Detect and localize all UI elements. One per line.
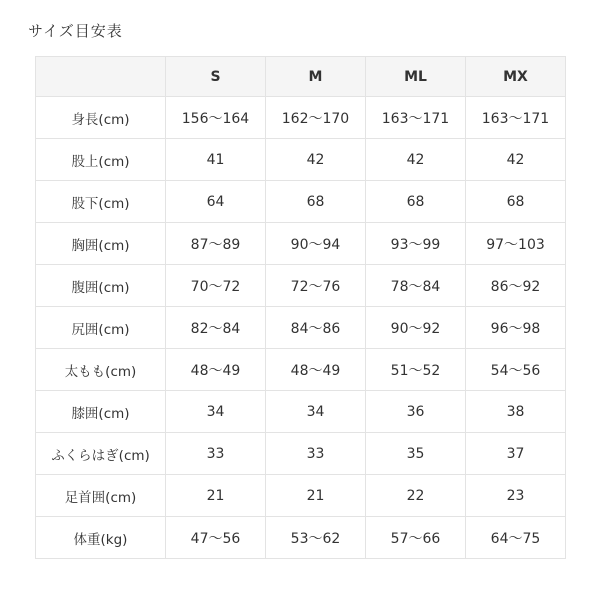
table-row bbox=[36, 223, 566, 265]
size-value-cell: 54〜56 bbox=[466, 349, 566, 391]
row-label: 胸囲(cm) bbox=[36, 223, 166, 265]
size-value-cell: 84〜86 bbox=[266, 307, 366, 349]
size-value-cell: 163〜171 bbox=[366, 97, 466, 139]
row-label: ふくらはぎ(cm) bbox=[36, 433, 166, 475]
size-value-cell: 21 bbox=[166, 475, 266, 517]
size-value-cell: 41 bbox=[166, 139, 266, 181]
size-value-cell: 42 bbox=[466, 139, 566, 181]
size-value-cell: 38 bbox=[466, 391, 566, 433]
size-value-cell: 64 bbox=[166, 181, 266, 223]
size-value-cell: 162〜170 bbox=[266, 97, 366, 139]
header-row bbox=[36, 57, 566, 97]
size-value-cell: 82〜84 bbox=[166, 307, 266, 349]
size-value-cell: 33 bbox=[166, 433, 266, 475]
row-label: 太もも(cm) bbox=[36, 349, 166, 391]
table-row bbox=[36, 139, 566, 181]
size-value-cell: 96〜98 bbox=[466, 307, 566, 349]
size-value-cell: 72〜76 bbox=[266, 265, 366, 307]
size-value-cell: 68 bbox=[266, 181, 366, 223]
size-value-cell: 53〜62 bbox=[266, 517, 366, 559]
table-row bbox=[36, 433, 566, 475]
column-header-mx: MX bbox=[466, 57, 566, 97]
size-value-cell: 68 bbox=[466, 181, 566, 223]
row-label: 身長(cm) bbox=[36, 97, 166, 139]
row-label: 股下(cm) bbox=[36, 181, 166, 223]
size-value-cell: 57〜66 bbox=[366, 517, 466, 559]
size-value-cell: 42 bbox=[266, 139, 366, 181]
size-value-cell: 68 bbox=[366, 181, 466, 223]
size-value-cell: 34 bbox=[266, 391, 366, 433]
size-value-cell: 90〜92 bbox=[366, 307, 466, 349]
page-title: サイズ目安表 bbox=[28, 22, 123, 40]
size-table bbox=[35, 56, 566, 559]
row-label: 股上(cm) bbox=[36, 139, 166, 181]
size-value-cell: 87〜89 bbox=[166, 223, 266, 265]
table-row bbox=[36, 181, 566, 223]
size-value-cell: 90〜94 bbox=[266, 223, 366, 265]
size-value-cell: 48〜49 bbox=[166, 349, 266, 391]
size-value-cell: 97〜103 bbox=[466, 223, 566, 265]
size-value-cell: 47〜56 bbox=[166, 517, 266, 559]
size-value-cell: 156〜164 bbox=[166, 97, 266, 139]
size-value-cell: 35 bbox=[366, 433, 466, 475]
size-value-cell: 23 bbox=[466, 475, 566, 517]
size-table-head bbox=[36, 57, 566, 97]
table-row bbox=[36, 349, 566, 391]
corner-cell bbox=[36, 57, 166, 97]
size-value-cell: 42 bbox=[366, 139, 466, 181]
size-value-cell: 48〜49 bbox=[266, 349, 366, 391]
size-value-cell: 33 bbox=[266, 433, 366, 475]
row-label: 体重(kg) bbox=[36, 517, 166, 559]
row-label: 膝囲(cm) bbox=[36, 391, 166, 433]
table-row bbox=[36, 391, 566, 433]
size-value-cell: 70〜72 bbox=[166, 265, 266, 307]
table-row bbox=[36, 307, 566, 349]
row-label: 腹囲(cm) bbox=[36, 265, 166, 307]
table-body bbox=[36, 97, 566, 559]
row-label: 尻囲(cm) bbox=[36, 307, 166, 349]
size-value-cell: 64〜75 bbox=[466, 517, 566, 559]
table-row bbox=[36, 517, 566, 559]
row-label: 足首囲(cm) bbox=[36, 475, 166, 517]
column-header-s: S bbox=[166, 57, 266, 97]
size-value-cell: 93〜99 bbox=[366, 223, 466, 265]
size-value-cell: 21 bbox=[266, 475, 366, 517]
table-row bbox=[36, 265, 566, 307]
column-header-ml: ML bbox=[366, 57, 466, 97]
size-value-cell: 37 bbox=[466, 433, 566, 475]
size-value-cell: 36 bbox=[366, 391, 466, 433]
table-row bbox=[36, 97, 566, 139]
size-value-cell: 51〜52 bbox=[366, 349, 466, 391]
size-value-cell: 163〜171 bbox=[466, 97, 566, 139]
size-value-cell: 86〜92 bbox=[466, 265, 566, 307]
table-row bbox=[36, 475, 566, 517]
column-header-m: M bbox=[266, 57, 366, 97]
size-value-cell: 22 bbox=[366, 475, 466, 517]
size-value-cell: 34 bbox=[166, 391, 266, 433]
size-value-cell: 78〜84 bbox=[366, 265, 466, 307]
